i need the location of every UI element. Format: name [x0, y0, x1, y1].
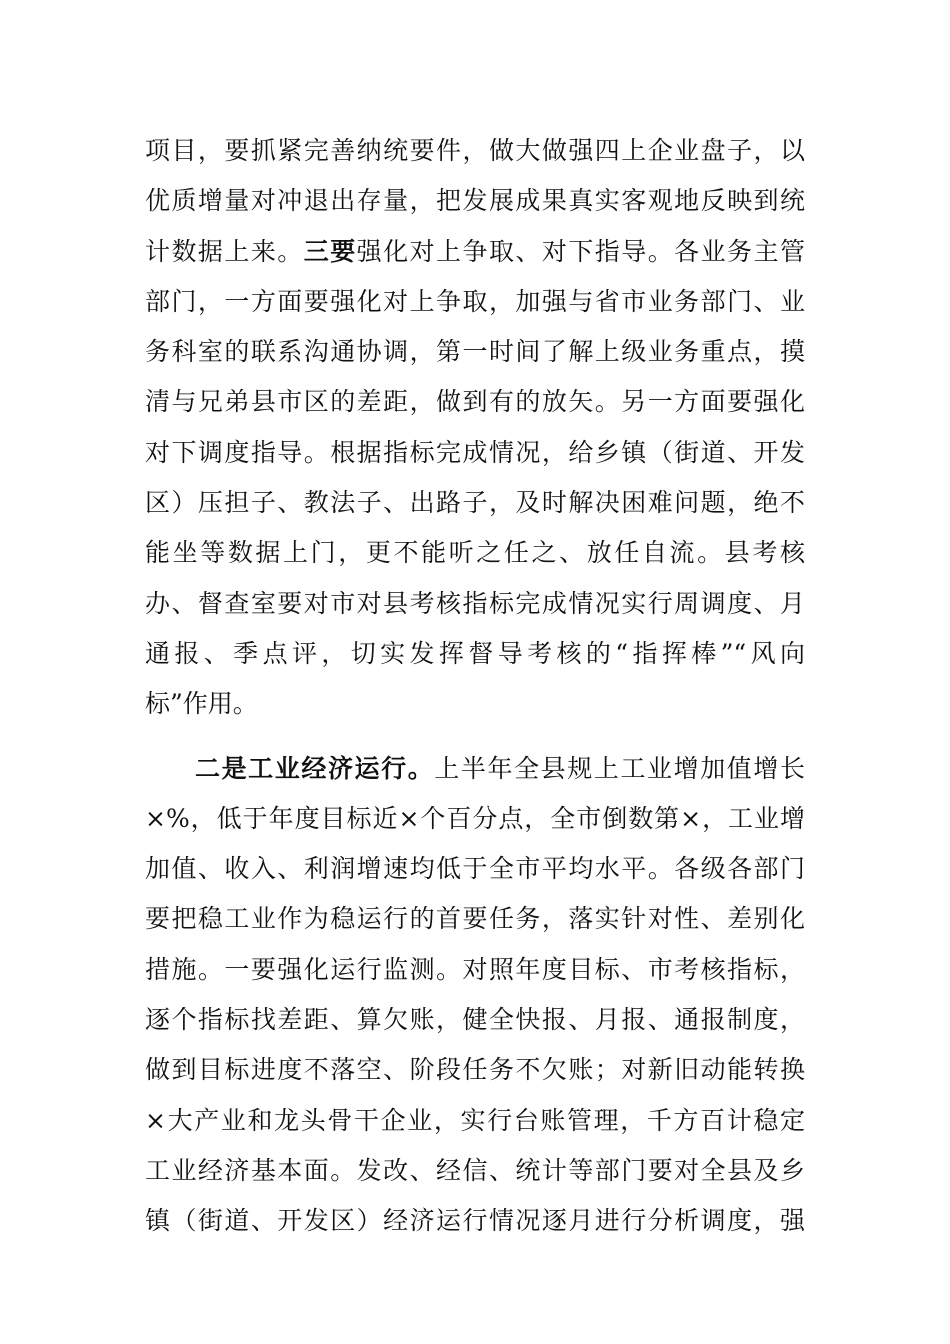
- paragraph-2: [145, 744, 805, 1247]
- paragraph-line: 能坐等数据上门，更不能听之任之、放任自流。县考核: [145, 538, 805, 568]
- paragraph-1: [145, 126, 805, 730]
- paragraph-line: 办、督查室要对市对县考核指标完成情况实行周调度、月: [145, 588, 805, 618]
- paragraph-line: 清与兄弟县市区的差距，做到有的放矢。另一方面要强化: [145, 387, 805, 417]
- paragraph-line: 镇（街道、开发区）经济运行情况逐月进行分析调度，强: [145, 1206, 805, 1236]
- paragraph-line: 措施。一要强化运行监测。对照年度目标、市考核指标，: [145, 954, 805, 984]
- paragraph-line: 加值、收入、利润增速均低于全市平均水平。各级各部门: [145, 854, 805, 884]
- paragraph-line: 二是工业经济运行。上半年全县规上工业增加值增长: [195, 753, 805, 783]
- paragraph-line: 项目，要抓紧完善纳统要件，做大做强四上企业盘子，以: [145, 136, 805, 165]
- paragraph-line: 做到目标进度不落空、阶段任务不欠账；对新旧动能转换: [145, 1055, 805, 1085]
- paragraph-line: 部门，一方面要强化对上争取，加强与省市业务部门、业: [145, 286, 805, 316]
- body-text: [145, 126, 805, 1247]
- paragraph-line: 优质增量对冲退出存量，把发展成果真实客观地反映到统: [145, 186, 805, 216]
- paragraph-line: 务科室的联系沟通协调，第一时间了解上级业务重点，摸: [145, 337, 805, 367]
- paragraph-line: 工业经济基本面。发改、经信、统计等部门要对全县及乡: [145, 1155, 805, 1185]
- section-heading: 二是工业经济运行。: [195, 753, 435, 783]
- paragraph-line: 对下调度指导。根据指标完成情况，给乡镇（街道、开发: [145, 437, 805, 467]
- paragraph-line: 要把稳工业作为稳运行的首要任务，落实针对性、差别化: [145, 904, 805, 934]
- paragraph-line: 标”作用。: [145, 689, 258, 719]
- paragraph-line: 逐个指标找差距、算欠账，健全快报、月报、通报制度，: [145, 1005, 805, 1035]
- paragraph-line: ×大产业和龙头骨干企业，实行台账管理，千方百计稳定: [145, 1105, 805, 1135]
- bold-keyword: 三要: [303, 236, 357, 266]
- paragraph-spacer: [145, 730, 805, 744]
- paragraph-line: 通报、季点评，切实发挥督导考核的“指挥棒”“风向: [145, 638, 805, 668]
- paragraph-line: 计数据上来。三要强化对上争取、对下指导。各业务主管: [145, 236, 805, 266]
- paragraph-line: 区）压担子、教法子、出路子，及时解决困难问题，绝不: [145, 488, 805, 518]
- paragraph-line: ×%，低于年度目标近×个百分点，全市倒数第×，工业增: [145, 803, 805, 833]
